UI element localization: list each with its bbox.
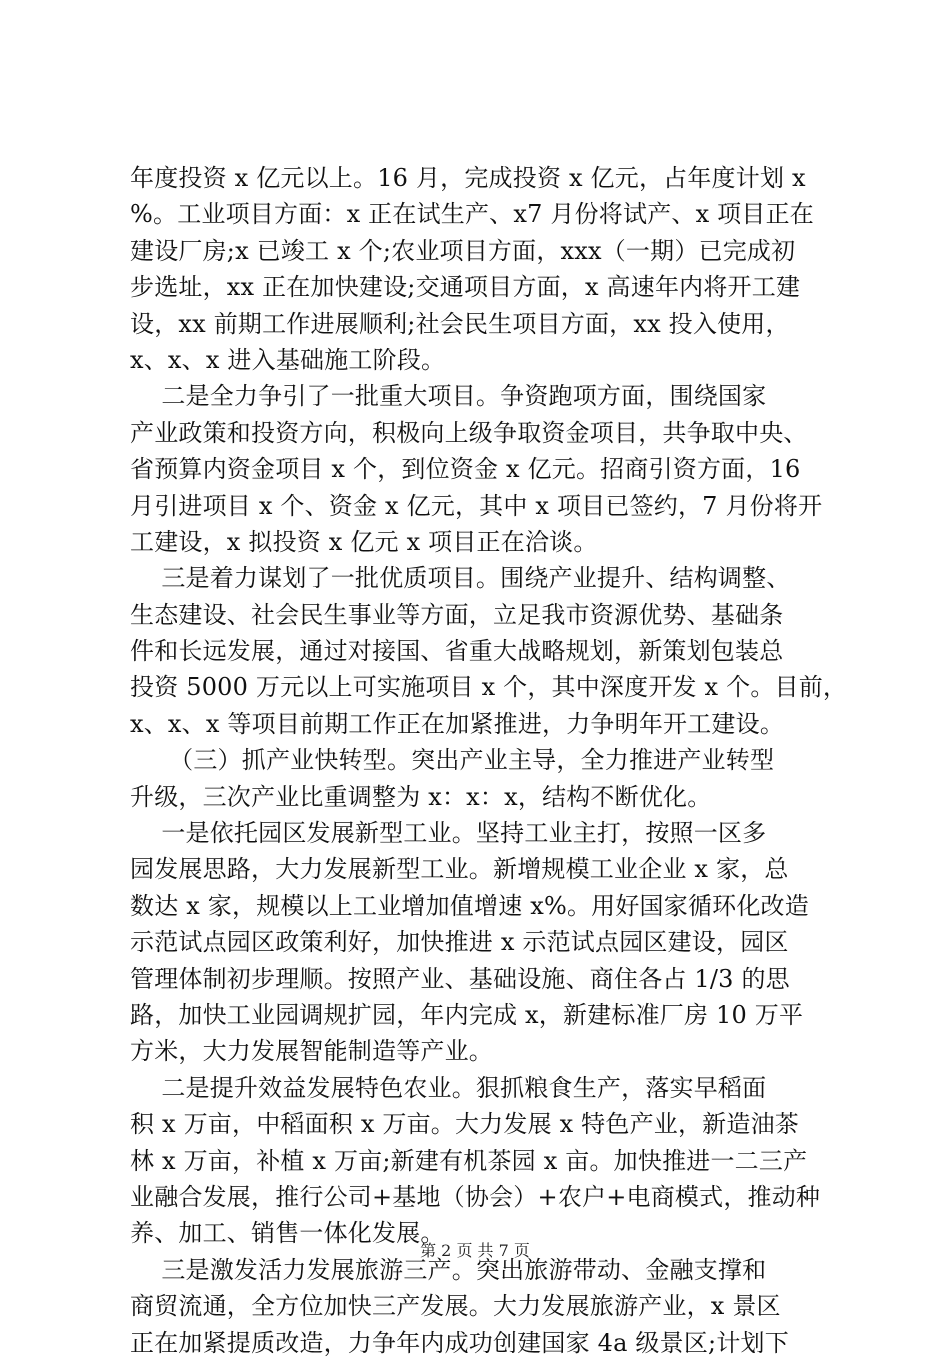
- text-line: 路，加快工业园调规扩园，年内完成 x，新建标准厂房 10 万平: [130, 1000, 804, 1029]
- text-line: 林 x 万亩，补植 x 万亩;新建有机茶园 x 亩。加快推进一二三产: [130, 1146, 808, 1175]
- text-line: 正在加紧提质改造，力争年内成功创建国家 4a 级景区;计划下: [130, 1328, 789, 1357]
- text-line: 三是着力谋划了一批优质项目。围绕产业提升、结构调整、: [130, 564, 791, 593]
- text-line: 升级，三次产业比重调整为 x：x：x，结构不断优化。: [130, 782, 712, 811]
- text-line: 数达 x 家，规模以上工业增加值增速 x%。用好国家循环化改造: [130, 891, 809, 920]
- text-line: 养、加工、销售一体化发展。: [130, 1219, 445, 1248]
- text-line: 件和长远发展，通过对接国、省重大战略规划，新策划包装总: [130, 637, 784, 666]
- text-line: 生态建设、社会民生事业等方面，立足我市资源优势、基础条: [130, 600, 784, 629]
- text-line: 业融合发展，推行公司+基地（协会）+农户+电商模式，推动种: [130, 1182, 821, 1211]
- text-line: 月引进项目 x 个、资金 x 亿元，其中 x 项目已签约，7 月份将开: [130, 491, 823, 520]
- text-line: x、x、x 进入基础施工阶段。: [130, 345, 446, 374]
- text-line: x、x、x 等项目前期工作正在加紧推进，力争明年开工建设。: [130, 709, 785, 738]
- text-line: （三）抓产业快转型。突出产业主导，全力推进产业转型: [130, 746, 775, 775]
- text-line: 三是激发活力发展旅游三产。突出旅游带动、金融支撑和: [130, 1255, 767, 1284]
- text-line: 建设厂房;x 已竣工 x 个;农业项目方面，xxx（一期）已完成初: [130, 236, 796, 265]
- text-line: %。工业项目方面：x 正在试生产、x7 月份将试产、x 项目正在: [130, 200, 814, 229]
- text-line: 省预算内资金项目 x 个，到位资金 x 亿元。招商引资方面，16: [130, 455, 801, 484]
- text-line: 产业政策和投资方向，积极向上级争取资金项目，共争取中央、: [130, 418, 808, 447]
- text-line: 二是提升效益发展特色农业。狠抓粮食生产，落实早稻面: [130, 1073, 767, 1102]
- text-line: 二是全力争引了一批重大项目。争资跑项方面，围绕国家: [130, 382, 767, 411]
- text-line: 园发展思路，大力发展新型工业。新增规模工业企业 x 家，总: [130, 855, 789, 884]
- text-line: 商贸流通，全方位加快三产发展。大力发展旅游产业，x 景区: [130, 1292, 781, 1321]
- text-line: 积 x 万亩，中稻面积 x 万亩。大力发展 x 特色产业，新造油茶: [130, 1110, 799, 1139]
- text-line: 设，xx 前期工作进展顺利;社会民生项目方面，xx 投入使用，: [130, 309, 790, 338]
- page-number-footer: 第 2 页 共 7 页: [420, 1241, 530, 1260]
- text-line: 投资 5000 万元以上可实施项目 x 个，其中深度开发 x 个。目前，: [130, 673, 848, 702]
- text-line: 示范试点园区政策利好，加快推进 x 示范试点园区建设，园区: [130, 928, 789, 957]
- text-line: 年度投资 x 亿元以上。16 月，完成投资 x 亿元，占年度计划 x: [130, 164, 806, 192]
- text-line: 方米，大力发展智能制造等产业。: [130, 1037, 493, 1066]
- document-body: [130, 160, 848, 1361]
- text-line: 管理体制初步理顺。按照产业、基础设施、商住各占 1/3 的思: [130, 964, 790, 993]
- text-line: 工建设，x 拟投资 x 亿元 x 项目正在洽谈。: [130, 527, 598, 556]
- text-line: 步选址，xx 正在加快建设;交通项目方面，x 高速年内将开工建: [130, 273, 801, 302]
- text-line: 一是依托园区发展新型工业。坚持工业主打，按照一区多: [130, 819, 767, 848]
